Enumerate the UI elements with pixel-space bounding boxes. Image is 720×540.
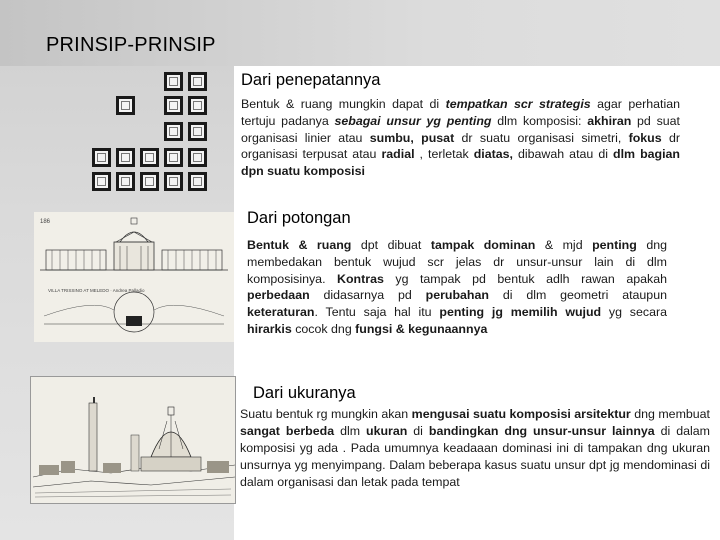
section-paragraph-penepatannya <box>241 96 680 180</box>
text-run: perubahan <box>425 288 489 303</box>
text-run: dpt dibuat <box>351 238 431 252</box>
page-title: PRINSIP-PRINSIP <box>46 34 216 56</box>
text-run: Kontras <box>337 271 384 286</box>
text-run: hirarkis <box>247 321 292 336</box>
text-run: , terletak <box>414 147 474 162</box>
section-paragraph-potongan <box>247 237 667 338</box>
text-run: sangat berbeda <box>240 424 335 438</box>
text-run: cocok dng <box>291 321 356 336</box>
florence-skyline-sketch <box>30 376 236 504</box>
text-run: diatas, <box>473 147 513 162</box>
text-run: penting <box>592 238 637 252</box>
text-run: di dlm geometri ataupun <box>488 288 667 303</box>
grid-composition-figure <box>88 72 212 194</box>
text-run: penting jg memilih wujud <box>439 305 602 320</box>
text-run: tampak dominan <box>430 238 536 252</box>
section-heading-penepatannya: Dari penepatannya <box>241 71 381 89</box>
text-run: di dalam komposisi yg ada . Pada umumnya keadaaan dominasi ini di tampakan dng ukuran unsurnya yg menyimpang. Dalam beberapa kasus suatu unsur dpt jg mendominasi di dalam organisasi dan letak pada tempat <box>240 424 710 489</box>
text-run: didasarnya pd <box>309 288 426 303</box>
text-run: keteraturan <box>247 305 315 320</box>
text-run: pd suat organisasi linier atau <box>241 113 680 145</box>
text-run: dng membuat <box>630 407 711 421</box>
text-run: dlm <box>334 424 366 438</box>
text-run: fokus <box>628 130 662 145</box>
section-heading-potongan: Dari potongan <box>247 209 351 227</box>
text-run: sumbu, pusat <box>369 130 455 145</box>
text-run: yg tampak pd bentuk adlh rawan apakah <box>383 271 667 286</box>
text-run: yg secara <box>601 305 667 320</box>
text-run: akhiran <box>587 113 632 128</box>
text-run: ukuran <box>366 424 408 438</box>
sketch-number: 186 <box>40 219 51 225</box>
section-heading-ukuranya: Dari ukuranya <box>253 384 356 402</box>
text-run: dng membedakan bentuk wujud scr jelas dr unsur-unsur lain di dlm komposisinya. <box>247 238 667 286</box>
text-run: agar perhatian tertuju padanya <box>241 97 680 128</box>
text-run: dibawah atau di <box>512 147 614 162</box>
text-run: Bentuk & ruang <box>247 238 352 252</box>
text-run: dlm komposisi: <box>491 113 588 128</box>
text-run: dr organisasi terpusat atau <box>241 130 680 162</box>
text-run: . Tentu saja hal itu <box>314 305 440 320</box>
text-run: tempatkan scr strategis <box>445 97 591 111</box>
sketch-caption: VILLA TRISSINO AT MELEDO · Andrea Palladio <box>48 288 145 293</box>
text-run: dr suatu organisasi simetri, <box>454 130 629 145</box>
text-run: dlm bagian dpn suatu komposisi <box>241 147 681 179</box>
text-run: radial <box>381 147 415 162</box>
text-run: mengusai suatu komposisi arsitektur <box>411 407 631 421</box>
villa-elevation-sketch <box>34 212 234 342</box>
text-run: Bentuk & ruang mungkin dapat di <box>241 97 446 111</box>
text-run: di <box>407 424 429 438</box>
text-run: Suatu bentuk rg mungkin akan <box>240 407 412 421</box>
text-run: sebagai unsur yg penting <box>334 113 492 128</box>
text-run: & mjd <box>535 238 593 252</box>
text-run: bandingkan dng unsur-unsur lainnya <box>428 424 655 438</box>
text-run: perbedaan <box>247 288 310 303</box>
text-run: fungsi & kegunaannya <box>355 321 488 336</box>
section-paragraph-ukuranya <box>240 406 710 491</box>
